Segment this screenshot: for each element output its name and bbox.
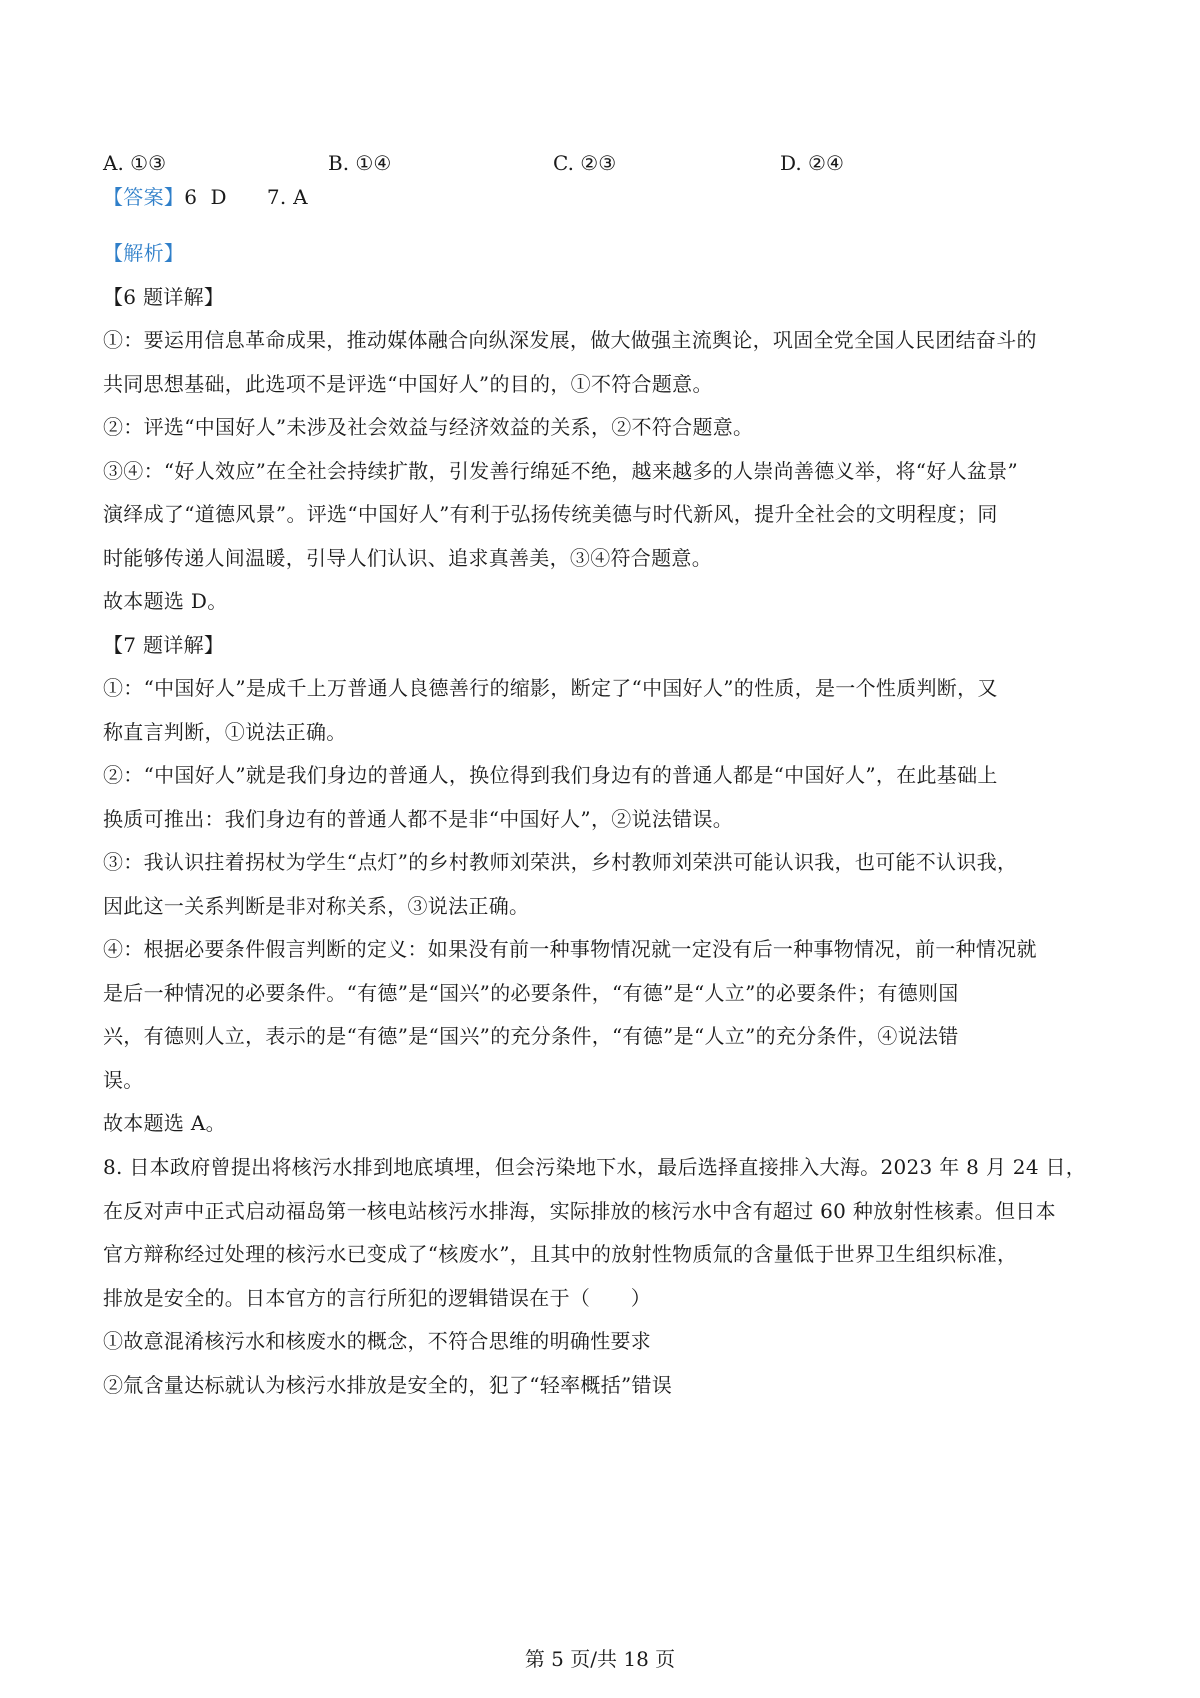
- q7-line: 误。: [103, 1068, 144, 1092]
- analysis-tag: 【解析】: [103, 241, 185, 265]
- q7-line: ②：“中国好人”就是我们身边的普通人，换位得到我们身边有的普通人都是“中国好人”，在此基础上: [103, 763, 998, 787]
- q6-heading: 【6 题详解】: [103, 285, 225, 309]
- q8-choice-2: ②氚含量达标就认为核污水排放是安全的，犯了“轻率概括”错误: [103, 1373, 673, 1397]
- q8-choice-1: ①故意混淆核污水和核废水的概念，不符合思维的明确性要求: [103, 1329, 652, 1353]
- q8-stem-line: 8. 日本政府曾提出将核污水排到地底填埋，但会污染地下水，最后选择直接排入大海。2023 年 8 月 24 日，: [103, 1155, 1087, 1179]
- q8-stem-line: 在反对声中正式启动福岛第一核电站核污水排海，实际排放的核污水中含有超过 60 种放射性核素。但日本: [103, 1199, 1056, 1223]
- q6-line: 共同思想基础，此选项不是评选“中国好人”的目的，①不符合题意。: [103, 372, 713, 396]
- option-d: D. ②④: [780, 151, 844, 175]
- q6-line: 演绎成了“道德风景”。评选“中国好人”有利于弘扬传统美德与时代新风，提升全社会的文明程度；同: [103, 502, 998, 526]
- q6-line: 时能够传递人间温暖，引导人们认识、追求真善美，③④符合题意。: [103, 546, 712, 570]
- option-c: C. ②③: [553, 151, 617, 175]
- q7-line: 兴，有德则人立，表示的是“有德”是“国兴”的充分条件，“有德”是“人立”的充分条件，④说法错: [103, 1024, 959, 1048]
- page-number-footer: 第 5 页/共 18 页: [524, 1647, 676, 1671]
- q6-line: ③④：“好人效应”在全社会持续扩散，引发善行绵延不绝，越来越多的人崇尚善德义举，将“好人盆景”: [103, 459, 1018, 483]
- q7-line: ④：根据必要条件假言判断的定义：如果没有前一种事物情况就一定没有后一种事物情况，前一种情况就: [103, 937, 1037, 961]
- q8-stem-line: 排放是安全的。日本官方的言行所犯的逻辑错误在于（ ）: [103, 1286, 652, 1310]
- q6-line: ①：要运用信息革命成果，推动媒体融合向纵深发展，做大做强主流舆论，巩固全党全国人民团结奋斗的: [103, 328, 1037, 352]
- q6-line: ②：评选“中国好人”未涉及社会效益与经济效益的关系，②不符合题意。: [103, 415, 754, 439]
- q7-line: 因此这一关系判断是非对称关系，③说法正确。: [103, 894, 530, 918]
- answer-tag: 【答案】: [103, 185, 185, 209]
- q7-line: ③：我认识拄着拐杖为学生“点灯”的乡村教师刘荣洪，乡村教师刘荣洪可能认识我，也可能不认识我，: [103, 850, 1018, 874]
- q8-stem-line: 官方辩称经过处理的核污水已变成了“核废水”，且其中的放射性物质氚的含量低于世界卫生组织标准，: [103, 1242, 1018, 1266]
- option-a: A. ①③: [103, 151, 167, 175]
- q7-line: ①：“中国好人”是成千上万普通人良德善行的缩影，断定了“中国好人”的性质，是一个性质判断，又: [103, 676, 998, 700]
- answer-text: 6 D 7. A: [184, 185, 308, 209]
- option-b: B. ①④: [328, 151, 392, 175]
- q6-conclusion: 故本题选 D。: [103, 589, 228, 613]
- q7-line: 换质可推出：我们身边有的普通人都不是非“中国好人”，②说法错误。: [103, 807, 734, 831]
- q7-conclusion: 故本题选 A。: [103, 1111, 226, 1135]
- answer-line: [103, 182, 1093, 212]
- q7-line: 是后一种情况的必要条件。“有德”是“国兴”的必要条件，“有德”是“人立”的必要条件；有德则国: [103, 981, 959, 1005]
- q7-heading: 【7 题详解】: [103, 633, 225, 657]
- q7-line: 称直言判断，①说法正确。: [103, 720, 347, 744]
